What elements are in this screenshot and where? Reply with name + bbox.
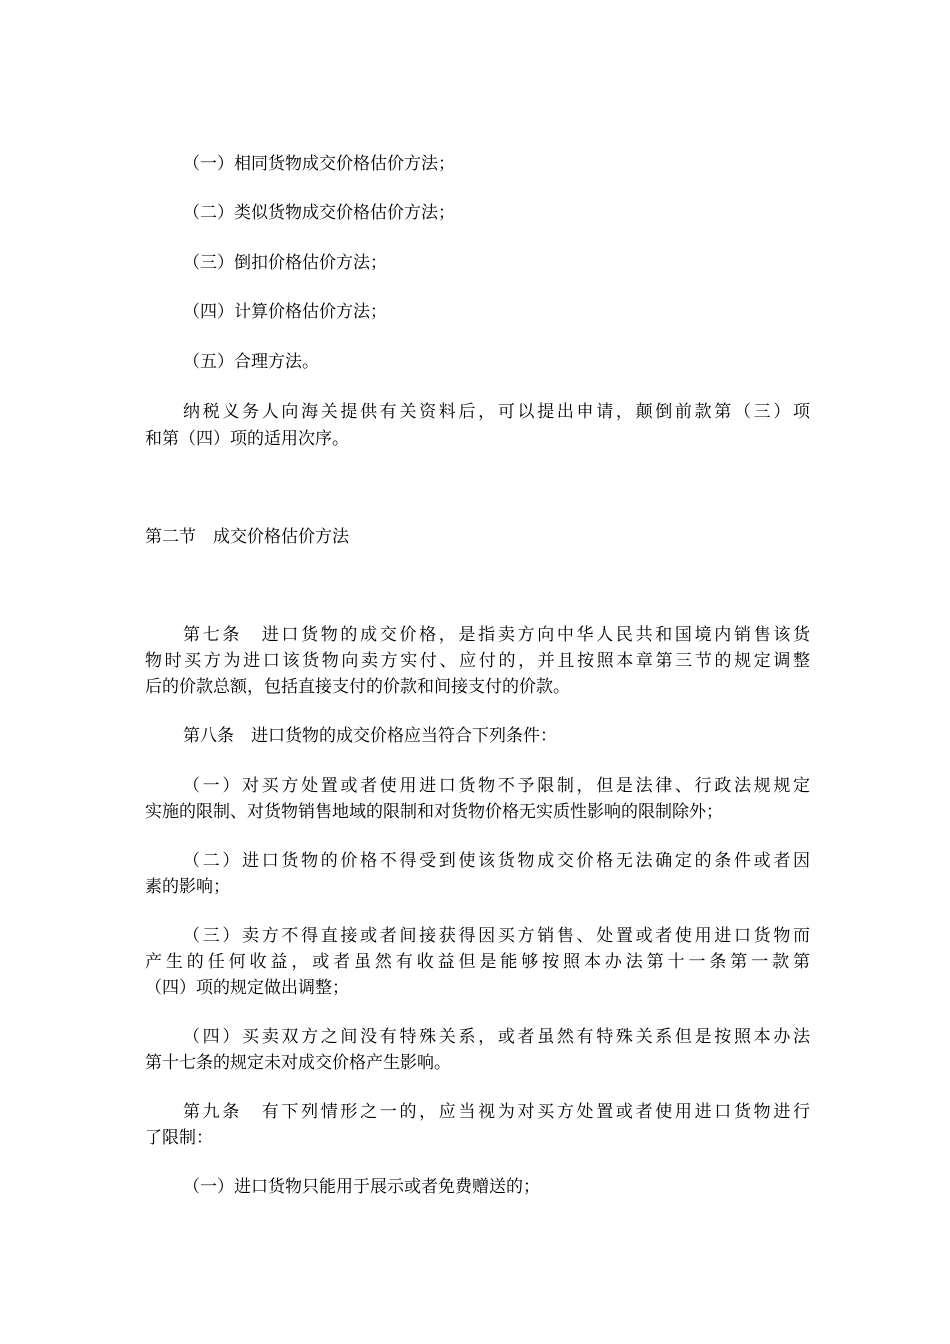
- list-item-method-1: （一）相同货物成交价格估价方法；: [183, 154, 455, 174]
- article-7-line: 物时买方为进口该货物向卖方实付、应付的，并且按照本章第三节的规定调整: [145, 651, 810, 671]
- list-item-method-5: （五）合理方法。: [183, 352, 319, 372]
- condition-1-line: （一）对买方处置或者使用进口货物不予限制，但是法律、行政法规规定: [183, 776, 810, 796]
- article-9-line: 第九条 有下列情形之一的，应当视为对买方处置或者使用进口货物进行: [183, 1102, 810, 1122]
- article-9-line: 了限制：: [145, 1128, 213, 1148]
- condition-2-line: 素的影响；: [145, 877, 230, 897]
- section-heading: 第二节 成交价格估价方法: [145, 527, 349, 547]
- list-item-method-4: （四）计算价格估价方法；: [183, 302, 387, 322]
- restriction-item-1: （一）进口货物只能用于展示或者免费赠送的；: [183, 1177, 540, 1197]
- condition-2-line: （二）进口货物的价格不得受到使该货物成交价格无法确定的条件或者因: [183, 851, 810, 871]
- condition-3-line: 产生的任何收益，或者虽然有收益但是能够按照本办法第十一条第一款第: [145, 952, 810, 972]
- article-7-line: 第七条 进口货物的成交价格，是指卖方向中华人民共和国境内销售该货: [183, 625, 810, 645]
- condition-4-line: 第十七条的规定未对成交价格产生影响。: [145, 1053, 451, 1073]
- condition-1-line: 实施的限制、对货物销售地域的限制和对货物价格无实质性影响的限制除外；: [145, 802, 723, 822]
- article-7-line: 后的价款总额，包括直接支付的价款和间接支付的价款。: [145, 677, 570, 697]
- condition-3-line: （三）卖方不得直接或者间接获得因买方销售、处置或者使用进口货物而: [183, 926, 810, 946]
- list-item-method-2: （二）类似货物成交价格估价方法；: [183, 203, 455, 223]
- article-8-heading: 第八条 进口货物的成交价格应当符合下列条件：: [183, 726, 557, 746]
- paragraph-line: 和第（四）项的适用次序。: [145, 429, 349, 449]
- condition-4-line: （四）买卖双方之间没有特殊关系，或者虽然有特殊关系但是按照本办法: [183, 1027, 810, 1047]
- list-item-method-3: （三）倒扣价格估价方法；: [183, 253, 387, 273]
- condition-3-line: （四）项的规定做出调整；: [145, 978, 349, 998]
- paragraph-line: 纳税义务人向海关提供有关资料后，可以提出申请，颠倒前款第（三）项: [183, 402, 810, 422]
